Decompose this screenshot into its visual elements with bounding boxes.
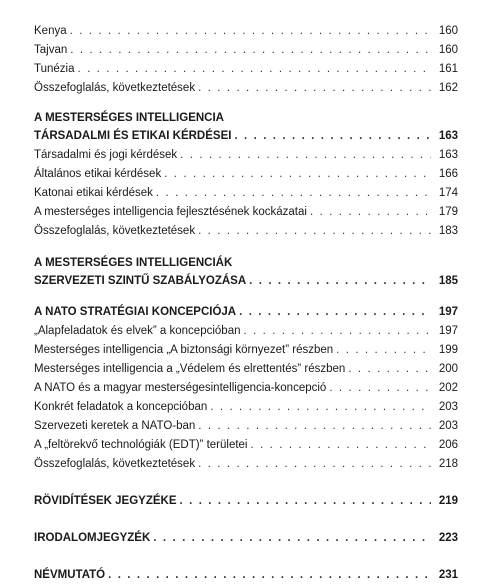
toc-page-number: 179 [438,206,458,218]
toc-page-number: 199 [438,344,458,356]
toc-entry[interactable] [34,322,458,341]
toc-entry[interactable] [34,222,458,241]
toc-page-number: 185 [438,275,458,287]
dot-leader [244,322,432,341]
toc-entry[interactable] [34,146,458,165]
toc-page-number: 163 [438,130,458,142]
toc-entry-label: Szervezeti keretek a NATO-ban [34,420,196,432]
dot-leader [78,60,432,79]
chapter-heading-label: NÉVMUTATÓ [34,569,106,581]
dot-leader [198,417,431,436]
toc-entry-label: A NATO és a magyar mesterségesintelligencia-koncepció [34,382,327,394]
toc-page-number: 166 [438,168,458,180]
toc-page-number: 197 [438,325,458,337]
toc-page-number: 163 [438,149,458,161]
toc-page-number: 219 [438,495,458,507]
dot-leader [156,184,431,203]
dot-leader [348,360,431,379]
toc-entry-label: Mesterséges intelligencia a „Védelem és elrettentés” részben [34,363,346,375]
chapter-heading-line: A MESTERSÉGES INTELLIGENCIA [34,112,224,124]
toc-entry[interactable] [34,79,458,98]
toc-entry-label: Kenya [34,25,67,37]
toc-entry-label: Összefoglalás, következtetések [34,225,196,237]
chapter-heading-label: RÖVIDÍTÉSEK JEGYZÉKE [34,495,177,507]
dot-leader [70,41,431,60]
toc-page-number: 223 [438,532,458,544]
chapter-heading-label: SZERVEZETI SZINTŰ SZABÁLYOZÁSA [34,275,247,287]
toc-entry[interactable] [34,203,458,222]
toc-page-number: 218 [438,458,458,470]
toc-page-number: 160 [438,44,458,56]
toc-entry[interactable] [34,436,458,455]
toc-entry-label: Összefoglalás, következtetések [34,458,196,470]
chapter-heading-entry[interactable] [34,272,458,291]
toc-entry[interactable] [34,341,458,360]
toc-page-number: 183 [438,225,458,237]
chapter-heading-entry[interactable] [34,127,458,146]
chapter-heading-label: IRODALOMJEGYZÉK [34,532,151,544]
toc-page-number: 162 [438,82,458,94]
dot-leader [336,341,431,360]
toc-entry-label: „Alapfeladatok és elvek” a koncepcióban [34,325,241,337]
toc-entry[interactable] [34,379,458,398]
chapter-heading-entry[interactable] [34,529,458,548]
dot-leader [198,222,431,241]
dot-leader [108,566,431,585]
toc-page-number: 203 [438,401,458,413]
dot-leader [239,303,431,322]
toc-entry[interactable] [34,184,458,203]
dot-leader [180,492,431,511]
dot-leader [310,203,431,222]
toc-page-number: 200 [438,363,458,375]
toc-entry-label: Általános etikai kérdések [34,168,162,180]
dot-leader [180,146,431,165]
toc-page-number: 174 [438,187,458,199]
toc-entry-label: Összefoglalás, következtetések [34,82,196,94]
chapter-heading-entry[interactable] [34,303,458,322]
dot-leader [70,22,431,41]
dot-leader [250,436,431,455]
toc-page-number: 161 [438,63,458,75]
chapter-heading-line: A MESTERSÉGES INTELLIGENCIÁK [34,257,233,269]
toc-entry[interactable] [34,398,458,417]
toc-entry-label: Tajvan [34,44,68,56]
toc-entry-label: A mesterséges intelligencia fejlesztésének kockázatai [34,206,307,218]
chapter-heading-label: TÁRSADALMI ÉS ETIKAI KÉRDÉSEI [34,130,232,142]
toc-page-number: 206 [438,439,458,451]
chapter-heading-label: A NATO STRATÉGIAI KONCEPCIÓJA [34,306,237,318]
toc-entry-label: Katonai etikai kérdések [34,187,153,199]
toc-page-number: 202 [438,382,458,394]
toc-entry[interactable] [34,360,458,379]
chapter-heading-entry[interactable] [34,492,458,511]
toc-page-number: 203 [438,420,458,432]
toc-entry-label: Konkrét feladatok a koncepcióban [34,401,208,413]
dot-leader [198,79,431,98]
dot-leader [234,127,431,146]
toc-entry[interactable] [34,417,458,436]
toc-page-number: 160 [438,25,458,37]
toc-entry[interactable] [34,60,458,79]
toc-page-number: 231 [438,569,458,581]
dot-leader [210,398,431,417]
dot-leader [249,272,431,291]
toc-entry[interactable] [34,165,458,184]
dot-leader [164,165,431,184]
toc-entry-label: Mesterséges intelligencia „A biztonsági környezet” részben [34,344,334,356]
dot-leader [153,529,431,548]
toc-entry-label: A „feltörekvő technológiák (EDT)” területei [34,439,248,451]
toc-entry-label: Tunézia [34,63,75,75]
toc-entry[interactable] [34,22,458,41]
table-of-contents [34,22,458,585]
toc-entry[interactable] [34,41,458,60]
toc-entry-label: Társadalmi és jogi kérdések [34,149,178,161]
toc-entry[interactable] [34,455,458,474]
chapter-heading-entry[interactable] [34,566,458,585]
toc-page-number: 197 [438,306,458,318]
dot-leader [198,455,431,474]
dot-leader [329,379,431,398]
